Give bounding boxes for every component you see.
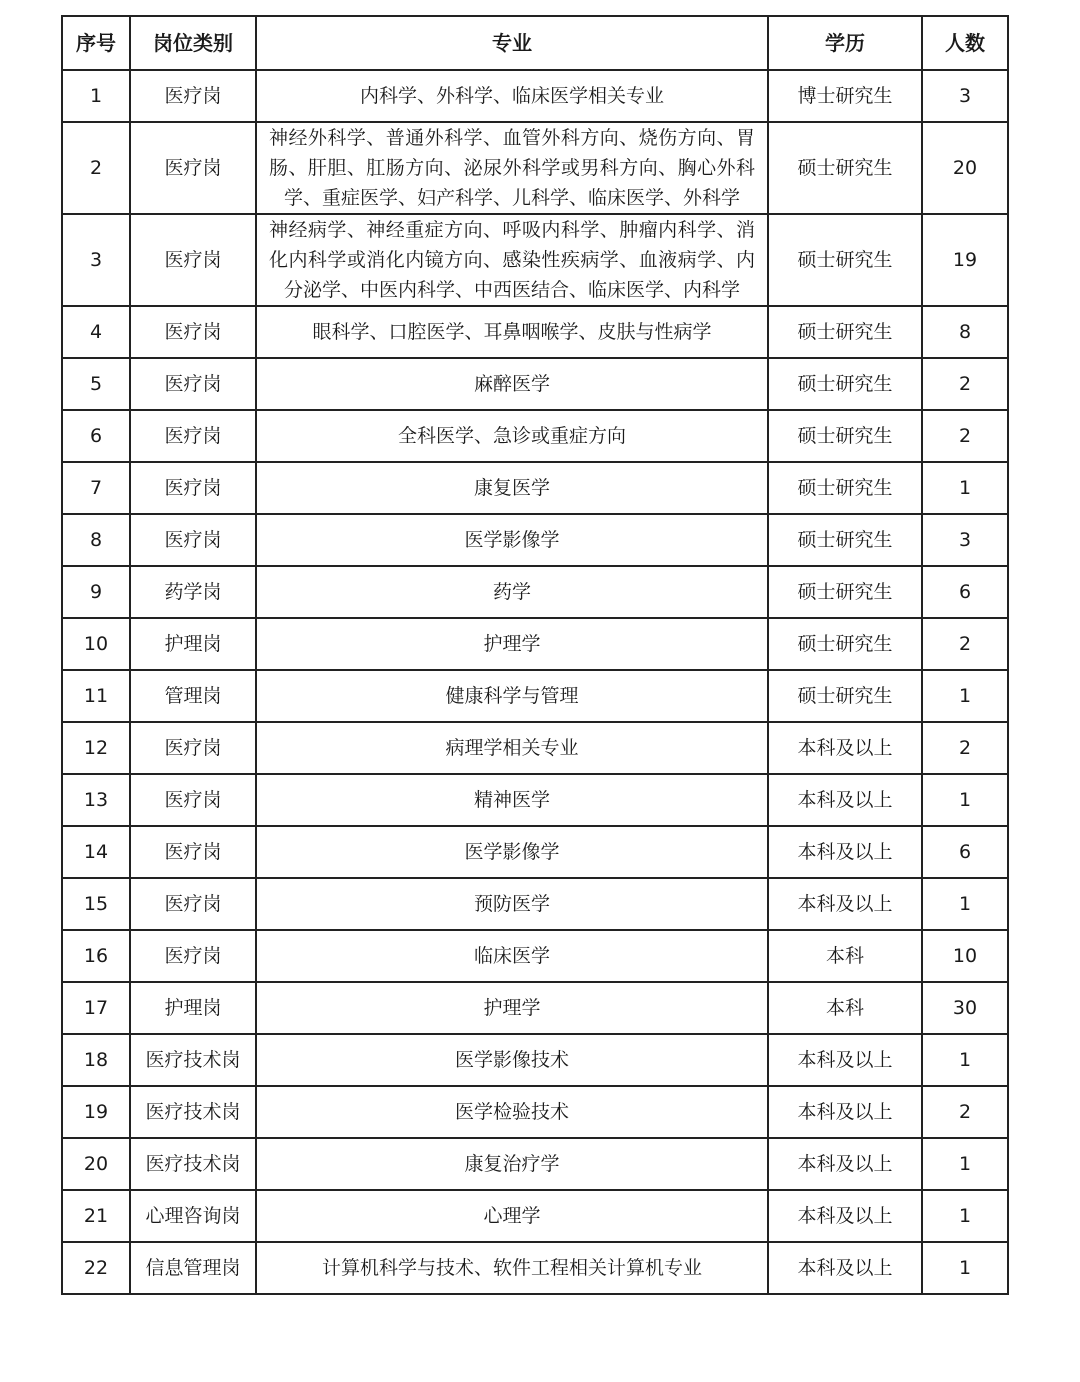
cell-major: 康复医学 [256,462,768,514]
cell-category: 医疗岗 [130,878,256,930]
cell-category: 医疗岗 [130,306,256,358]
cell-no: 14 [62,826,130,878]
cell-count: 1 [922,878,1008,930]
cell-no: 3 [62,214,130,306]
cell-count: 1 [922,1190,1008,1242]
cell-category: 医疗岗 [130,410,256,462]
cell-no: 13 [62,774,130,826]
cell-major: 内科学、外科学、临床医学相关专业 [256,70,768,122]
cell-major: 心理学 [256,1190,768,1242]
header-education: 学历 [768,16,922,70]
table-row [62,410,1008,462]
cell-count: 20 [922,122,1008,214]
cell-no: 4 [62,306,130,358]
table-row [62,722,1008,774]
cell-count: 10 [922,930,1008,982]
cell-education: 硕士研究生 [768,410,922,462]
cell-count: 2 [922,358,1008,410]
cell-category: 医疗岗 [130,214,256,306]
table-row [62,566,1008,618]
table-row [62,774,1008,826]
header-count: 人数 [922,16,1008,70]
cell-count: 1 [922,670,1008,722]
cell-no: 16 [62,930,130,982]
cell-category: 医疗岗 [130,358,256,410]
cell-count: 1 [922,1034,1008,1086]
table-row [62,1190,1008,1242]
header-row [62,16,1008,70]
cell-count: 6 [922,566,1008,618]
cell-education: 本科 [768,930,922,982]
cell-education: 硕士研究生 [768,618,922,670]
cell-major: 精神医学 [256,774,768,826]
cell-count: 2 [922,410,1008,462]
table-row [62,930,1008,982]
cell-count: 2 [922,1086,1008,1138]
cell-no: 5 [62,358,130,410]
cell-education: 硕士研究生 [768,214,922,306]
table-row [62,618,1008,670]
cell-education: 本科及以上 [768,1086,922,1138]
cell-no: 22 [62,1242,130,1294]
header-no: 序号 [62,16,130,70]
cell-category: 医疗岗 [130,70,256,122]
cell-category: 管理岗 [130,670,256,722]
cell-major: 全科医学、急诊或重症方向 [256,410,768,462]
cell-count: 30 [922,982,1008,1034]
cell-count: 6 [922,826,1008,878]
cell-no: 21 [62,1190,130,1242]
cell-category: 心理咨询岗 [130,1190,256,1242]
cell-category: 医疗岗 [130,122,256,214]
cell-education: 本科 [768,982,922,1034]
recruitment-table [61,15,1009,1295]
cell-major: 神经外科学、普通外科学、血管外科方向、烧伤方向、胃肠、肝胆、肛肠方向、泌尿外科学或男科方向、胸心外科学、重症医学、妇产科学、儿科学、临床医学、外科学 [256,122,768,214]
cell-category: 信息管理岗 [130,1242,256,1294]
cell-no: 9 [62,566,130,618]
table-row [62,1034,1008,1086]
cell-count: 1 [922,1242,1008,1294]
table-row [62,1086,1008,1138]
cell-count: 1 [922,462,1008,514]
cell-no: 20 [62,1138,130,1190]
cell-category: 医疗岗 [130,826,256,878]
cell-count: 8 [922,306,1008,358]
cell-no: 7 [62,462,130,514]
cell-education: 本科及以上 [768,722,922,774]
cell-no: 17 [62,982,130,1034]
cell-category: 医疗技术岗 [130,1086,256,1138]
cell-education: 本科及以上 [768,878,922,930]
cell-no: 10 [62,618,130,670]
cell-education: 硕士研究生 [768,122,922,214]
cell-category: 医疗岗 [130,514,256,566]
cell-category: 医疗岗 [130,930,256,982]
table-body [62,70,1008,1294]
cell-major: 护理学 [256,618,768,670]
cell-education: 本科及以上 [768,1242,922,1294]
cell-count: 1 [922,1138,1008,1190]
cell-category: 医疗岗 [130,462,256,514]
cell-count: 1 [922,774,1008,826]
table-row [62,826,1008,878]
table-row [62,982,1008,1034]
cell-no: 12 [62,722,130,774]
table-row [62,70,1008,122]
cell-education: 硕士研究生 [768,306,922,358]
cell-major: 计算机科学与技术、软件工程相关计算机专业 [256,1242,768,1294]
cell-major: 健康科学与管理 [256,670,768,722]
table-row [62,514,1008,566]
table-row [62,462,1008,514]
cell-education: 本科及以上 [768,826,922,878]
cell-major: 医学影像学 [256,826,768,878]
cell-no: 6 [62,410,130,462]
cell-no: 8 [62,514,130,566]
table-row [62,1242,1008,1294]
cell-category: 医疗技术岗 [130,1138,256,1190]
cell-education: 硕士研究生 [768,566,922,618]
cell-no: 1 [62,70,130,122]
cell-major: 康复治疗学 [256,1138,768,1190]
cell-education: 硕士研究生 [768,670,922,722]
header-category: 岗位类别 [130,16,256,70]
cell-category: 医疗岗 [130,774,256,826]
cell-education: 硕士研究生 [768,462,922,514]
cell-category: 医疗技术岗 [130,1034,256,1086]
cell-major: 医学影像学 [256,514,768,566]
cell-count: 3 [922,514,1008,566]
table-row [62,122,1008,214]
cell-education: 本科及以上 [768,774,922,826]
cell-education: 硕士研究生 [768,358,922,410]
table-row [62,878,1008,930]
cell-major: 药学 [256,566,768,618]
cell-major: 医学检验技术 [256,1086,768,1138]
cell-major: 眼科学、口腔医学、耳鼻咽喉学、皮肤与性病学 [256,306,768,358]
cell-category: 护理岗 [130,982,256,1034]
cell-major: 医学影像技术 [256,1034,768,1086]
cell-count: 19 [922,214,1008,306]
cell-no: 15 [62,878,130,930]
cell-count: 3 [922,70,1008,122]
table-row [62,358,1008,410]
cell-education: 硕士研究生 [768,514,922,566]
table-row [62,670,1008,722]
table-row [62,1138,1008,1190]
cell-no: 2 [62,122,130,214]
cell-major: 病理学相关专业 [256,722,768,774]
table-row [62,214,1008,306]
cell-count: 2 [922,618,1008,670]
cell-major: 神经病学、神经重症方向、呼吸内科学、肿瘤内科学、消化内科学或消化内镜方向、感染性疾病学、血液病学、内分泌学、中医内科学、中西医结合、临床医学、内科学 [256,214,768,306]
table-header [62,16,1008,70]
cell-no: 18 [62,1034,130,1086]
table-row [62,306,1008,358]
cell-category: 医疗岗 [130,722,256,774]
cell-category: 护理岗 [130,618,256,670]
cell-major: 临床医学 [256,930,768,982]
cell-no: 11 [62,670,130,722]
cell-major: 麻醉医学 [256,358,768,410]
cell-major: 预防医学 [256,878,768,930]
cell-education: 本科及以上 [768,1190,922,1242]
cell-count: 2 [922,722,1008,774]
header-major: 专业 [256,16,768,70]
cell-category: 药学岗 [130,566,256,618]
cell-no: 19 [62,1086,130,1138]
cell-education: 博士研究生 [768,70,922,122]
cell-education: 本科及以上 [768,1138,922,1190]
cell-education: 本科及以上 [768,1034,922,1086]
cell-major: 护理学 [256,982,768,1034]
